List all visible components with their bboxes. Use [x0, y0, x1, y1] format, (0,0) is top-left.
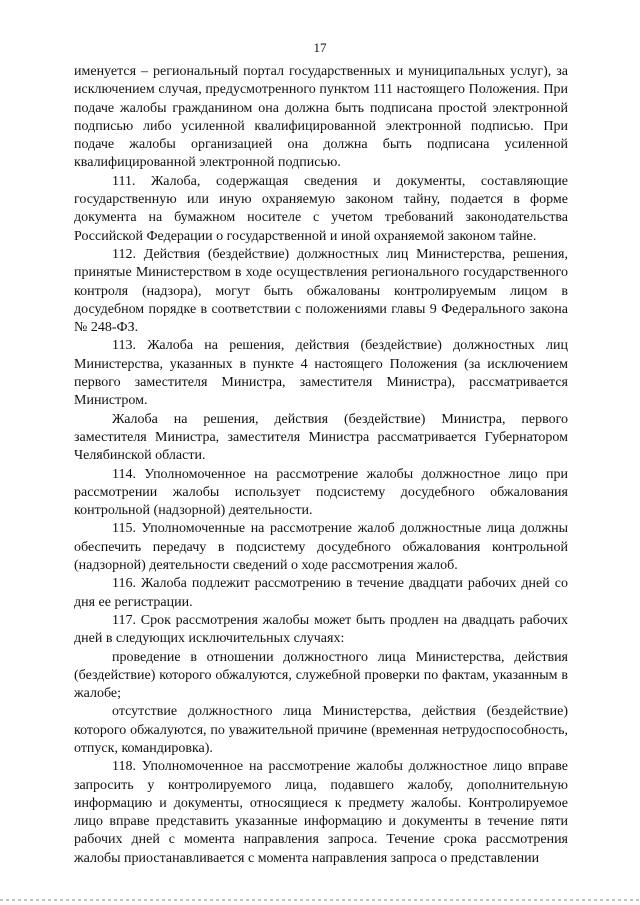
paragraph-113-continued: Жалоба на решения, действия (бездействие) Министра, первого заместителя Министра, заместителя Министра рассматривается Губернатором Челябинской области.: [74, 411, 568, 464]
paragraph-116: 116. Жалоба подлежит рассмотрению в течение двадцати рабочих дней со дня ее регистрации.: [74, 576, 568, 610]
paragraph-117: 117. Срок рассмотрения жалобы может быть продлен на двадцать рабочих дней в следующих исключительных случаях:: [74, 612, 568, 647]
paragraph-115: 115. Уполномоченные на рассмотрение жалоб должностные лица должны обеспечить передачу в подсистему досудебного обжалования контрольной (надзорной) деятельности сведений о ходе рассмотрения жалоб.: [74, 521, 568, 574]
paragraph-117-case-1: проведение в отношении должностного лица Министерства, действия (бездействие) которого обжалуются, служебной проверки по фактам, указанным в жалобе;: [74, 649, 568, 702]
paragraph-112: 112. Действия (бездействие) должностных лиц Министерства, решения, принятые Министерством в ходе осуществления регионального государственного контроля (надзора), могут быть обжалованы контролируемым лицом в досудебном порядке в соответствии с положениями главы 9 Федерального закона № 248-ФЗ.: [74, 246, 568, 336]
paragraph-118: 118. Уполномоченное на рассмотрение жалобы должностное лицо вправе запросить у контролируемого лица, подавшего жалобу, дополнительную информацию и документы, относящиеся к предмету жалобы. Контролируемое лицо вправе представить указанные информацию и документы в течение пяти рабочих дней с момента направления запроса. Течение срока рассмотрения жалобы приостанавливается с момента направления запроса о представлении: [74, 759, 568, 866]
paragraph-114: 114. Уполномоченное на рассмотрение жалобы должностное лицо при рассмотрении жалобы использует подсистему досудебного обжалования контрольной (надзорной) деятельности.: [74, 466, 568, 519]
paragraph-117-case-2: отсутствие должностного лица Министерства, действия (бездействие) которого обжалуются, по уважительной причине (временная нетрудоспособность, отпуск, командировка).: [74, 704, 568, 756]
paragraph-continuation: именуется – региональный портал государственных и муниципальных услуг), за исключением случая, предусмотренного пунктом 111 настоящего Положения. При подаче жалобы гражданином она должна быть подписана простой электронной подписью либо усиленной квалифицированной электронной подписью. При подаче жалобы организацией она должна быть подписана усиленной квалифицированной электронной подписью.: [74, 64, 568, 171]
paragraph-111: 111. Жалоба, содержащая сведения и документы, составляющие государственную или иную охраняемую законом тайну, подается в форме документа на бумажном носителе с учетом требований законодательства Российской Федерации о государственной и иной охраняемой законом тайне.: [74, 173, 568, 244]
document-body: [74, 63, 568, 868]
scan-edge-line: [0, 899, 640, 901]
page-number: 17: [313, 40, 327, 55]
paragraph-113: 113. Жалоба на решения, действия (бездействие) должностных лиц Министерства, указанных в пункте 4 настоящего Положения (за исключением первого заместителя Министра, заместителя Министра), рассматривается Министром.: [74, 338, 568, 409]
